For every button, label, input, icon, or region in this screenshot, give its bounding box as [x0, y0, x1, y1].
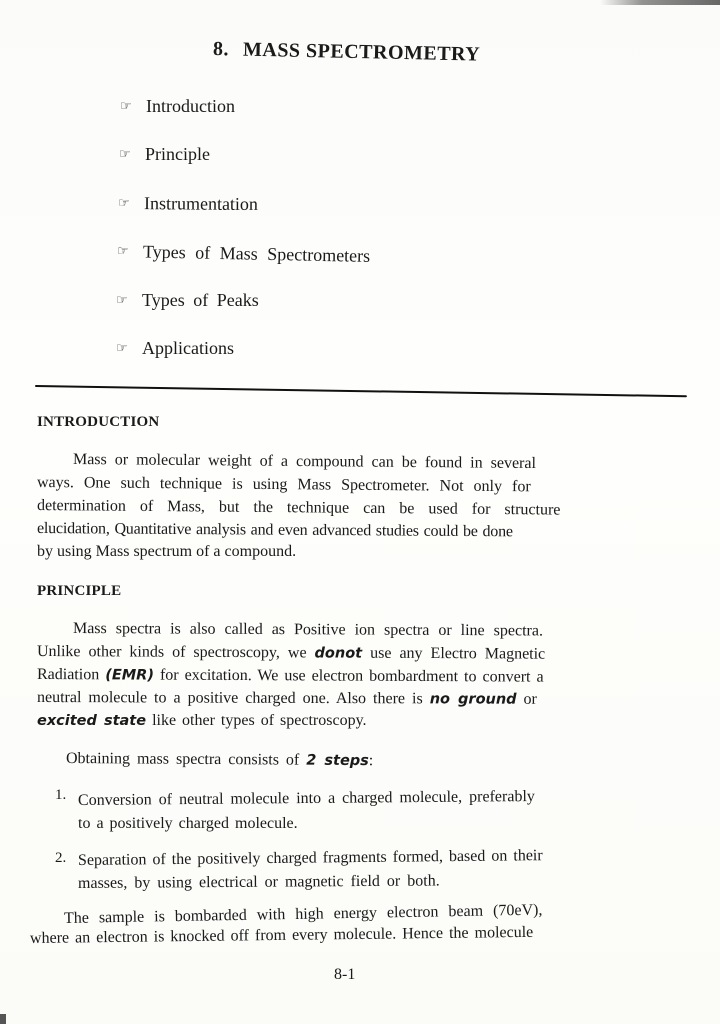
introduction-line-4: elucidation, Quantitative analysis and even advanced studies could be done — [36, 520, 513, 541]
section-divider-rule — [35, 385, 687, 397]
toc-item-introduction — [120, 96, 235, 117]
principle-line-1: Mass spectra is also called as Positive ion spectra or line spectra. — [72, 620, 544, 640]
chapter-title-text: MASS SPECTROMETRY — [242, 38, 481, 66]
introduction-line-1: Mass or molecular weight of a compound can be found in several — [72, 451, 537, 473]
principle-line-4: neutral molecule to a positive charged one. Also there is no ground or — [36, 689, 537, 708]
toc-item-label: Introduction — [146, 96, 235, 116]
step-2-line-2: masses, by using electrical or magnetic field or both. — [77, 872, 440, 892]
toc-item-instrumentation — [118, 193, 258, 215]
paragraph-2-line-1: The sample is bombarded with high energy electron beam (70eV), — [63, 901, 543, 927]
pointing-hand-icon: ☞ — [120, 99, 132, 114]
toc-item-types-of-mass-spectrometers — [117, 241, 371, 267]
toc-item-label: Types of Peaks — [142, 290, 259, 310]
introduction-line-3: determination of Mass, but the technique can be used for structure — [36, 497, 561, 519]
step-1-number: 1. — [55, 787, 67, 803]
step-1-line-2: to a positively charged molecule. — [78, 815, 298, 832]
toc-item-label: Applications — [142, 338, 234, 358]
principle-line-5: excited state like other types of spectroscopy. — [37, 712, 367, 729]
pointing-hand-icon: ☞ — [116, 293, 128, 308]
chapter-title — [213, 38, 481, 67]
step-2-number: 2. — [55, 850, 67, 866]
pointing-hand-icon: ☞ — [119, 147, 131, 162]
principle-heading: PRINCIPLE — [37, 583, 122, 599]
principle-line-2: Unlike other kinds of spectroscopy, we donot use any Electro Magnetic — [36, 643, 546, 663]
page-number: 8-1 — [334, 966, 356, 983]
step-2-line-1: Separation of the positively charged fragments formed, based on their — [77, 847, 543, 869]
emphasis-no-ground: no ground — [429, 691, 517, 708]
chapter-number: 8. — [212, 38, 230, 61]
principle-line-3: Radiation (EMR) for excitation. We use electron bombardment to convert a — [36, 666, 544, 686]
step-1-line-1: Conversion of neutral molecule into a charged molecule, preferably — [77, 788, 535, 809]
scan-shadow-edge — [600, 0, 720, 5]
pointing-hand-icon: ☞ — [117, 196, 130, 212]
toc-item-applications — [116, 338, 234, 359]
toc-item-label: Instrumentation — [143, 193, 259, 214]
toc-item-label: Types of Mass Spectrometers — [142, 241, 371, 266]
emphasis-2-steps: 2 steps — [306, 752, 369, 770]
toc-item-types-of-peaks — [116, 290, 259, 311]
emphasis-donot: donot — [314, 645, 363, 662]
emphasis-excited-state: excited state — [37, 713, 147, 729]
emphasis-emr: (EMR) — [105, 667, 155, 684]
introduction-heading: INTRODUCTION — [37, 414, 160, 430]
toc-item-principle — [119, 144, 210, 165]
paragraph-2-line-2: where an electron is knocked off from every molecule. Hence the molecule — [29, 923, 534, 947]
scan-corner-mark — [0, 1014, 6, 1024]
introduction-line-5: by using Mass spectrum of a compound. — [37, 543, 297, 560]
steps-intro: Obtaining mass spectra consists of 2 steps: — [65, 750, 374, 770]
pointing-hand-icon: ☞ — [116, 341, 128, 356]
introduction-line-2: ways. One such technique is using Mass Spectrometer. Not only for — [36, 474, 531, 496]
pointing-hand-icon: ☞ — [116, 244, 129, 260]
toc-item-label: Principle — [145, 144, 210, 164]
